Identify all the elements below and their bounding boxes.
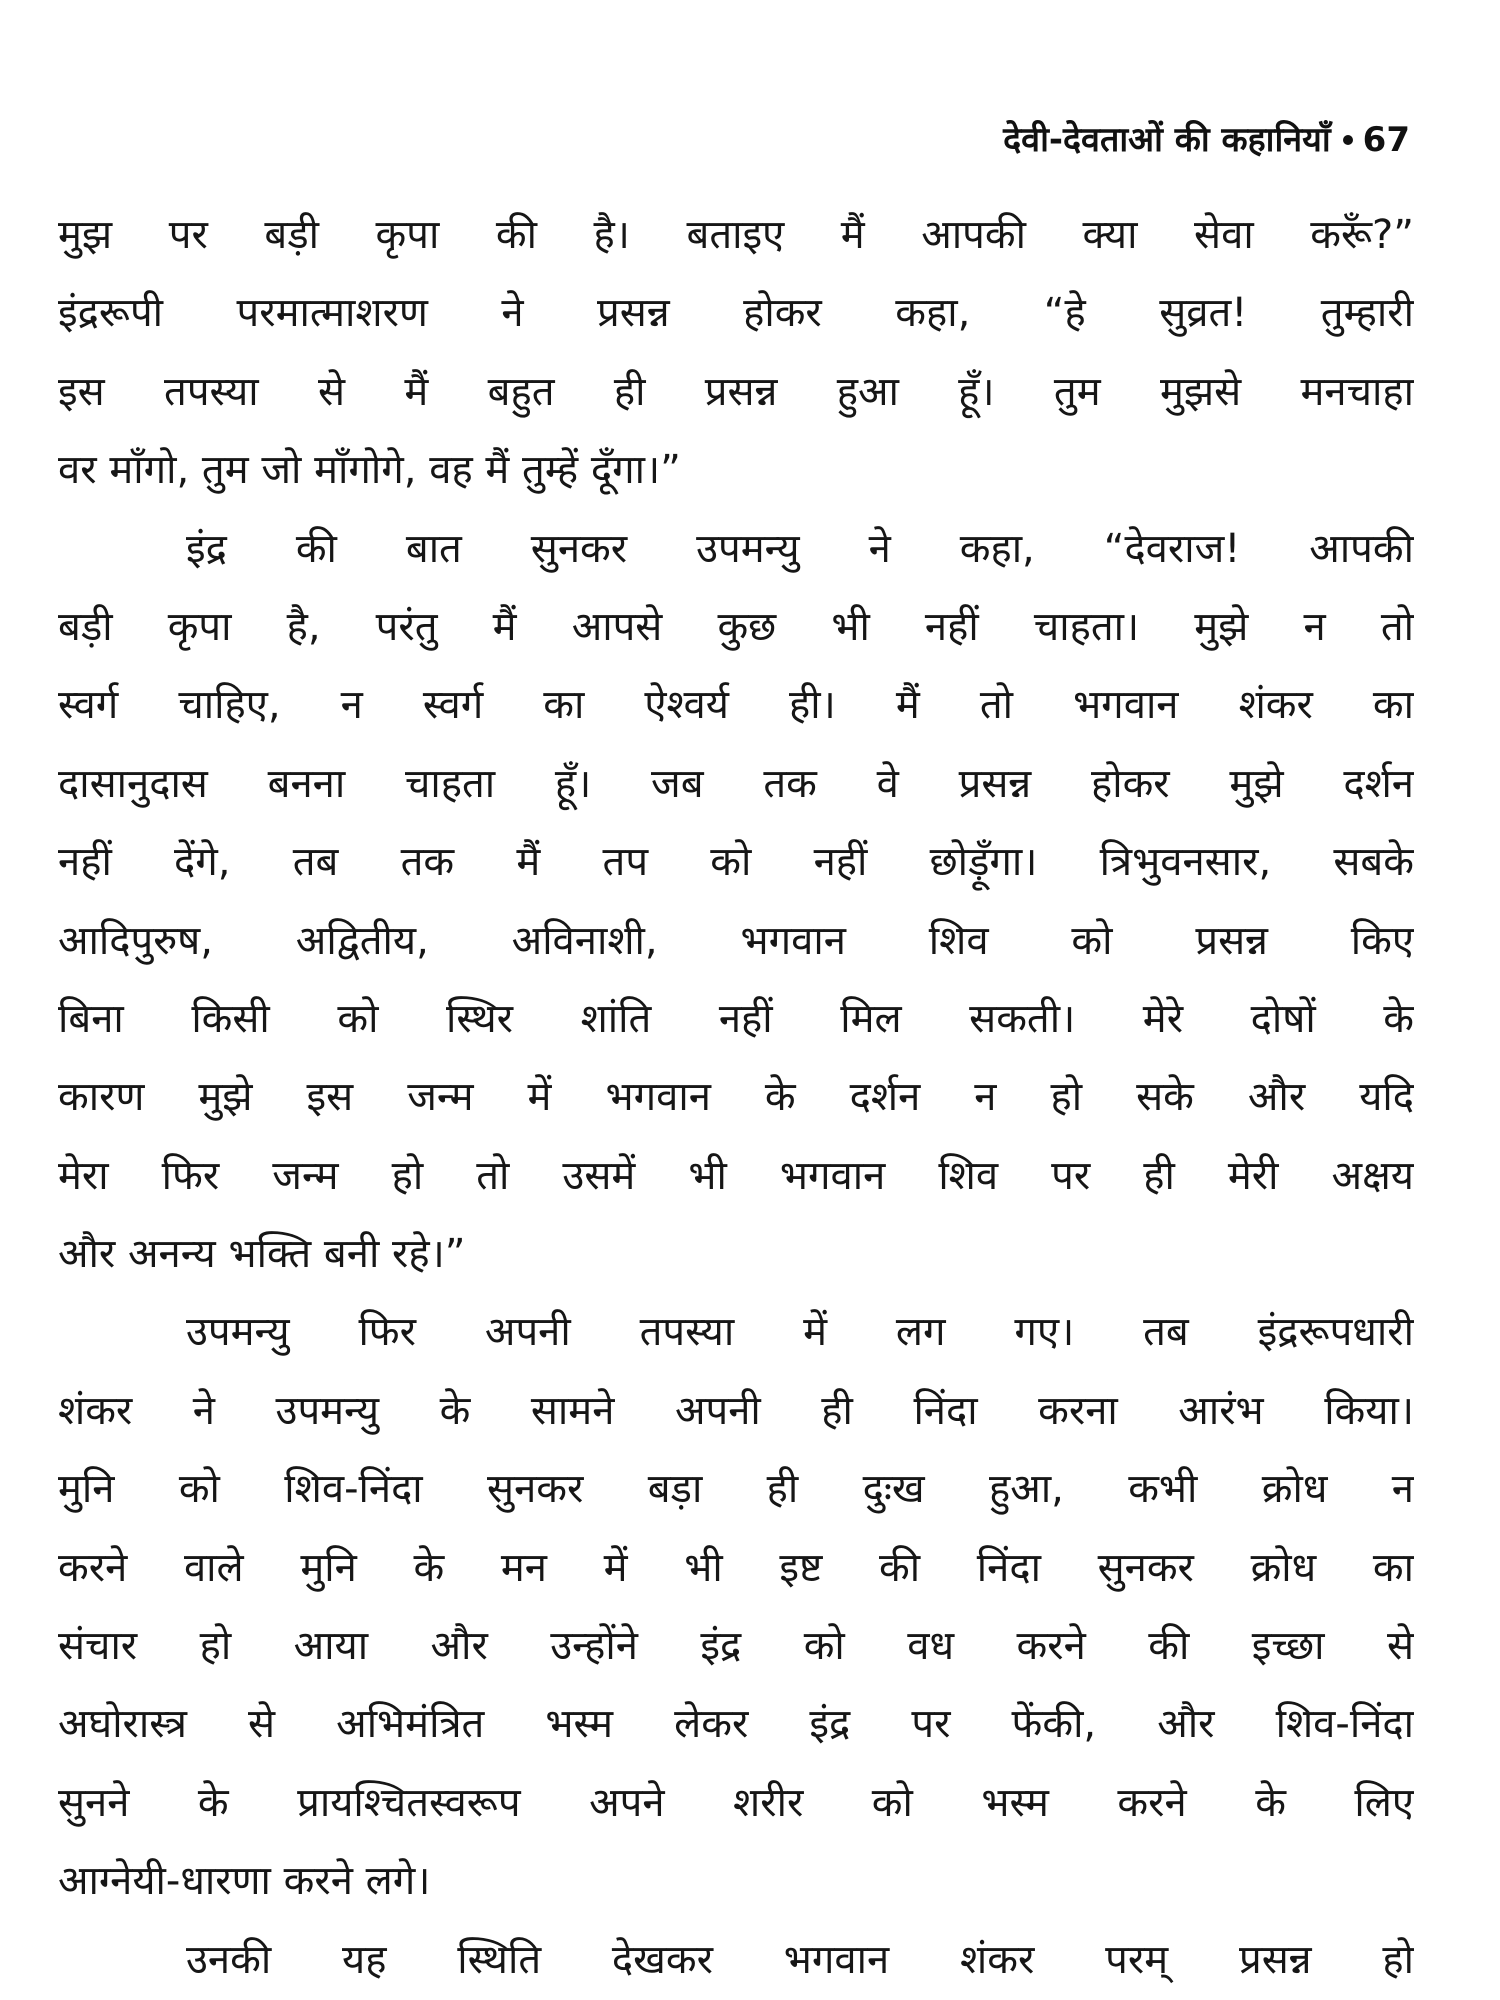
paragraph-start-line: उनकी यह स्थिति देखकर भगवान शंकर परम् प्रसन्न हो xyxy=(186,1936,1414,1983)
text-line: शंकर ने उपमन्यु के सामने अपनी ही निंदा करना आरंभ किया। xyxy=(58,1387,1414,1434)
text-line: मेरा फिर जन्म हो तो उसमें भी भगवान शिव पर ही मेरी अक्षय xyxy=(58,1152,1414,1199)
text-line: सुनने के प्रायश्चितस्वरूप अपने शरीर को भस्म करने के लिए xyxy=(58,1779,1414,1826)
paragraph-start-line: इंद्र की बात सुनकर उपमन्यु ने कहा, “देवराज! आपकी xyxy=(186,525,1414,572)
text-line: दासानुदास बनना चाहता हूँ। जब तक वे प्रसन्न होकर मुझे दर्शन xyxy=(58,760,1414,807)
text-line: इस तपस्या से मैं बहुत ही प्रसन्न हुआ हूँ। तुम मुझसे मनचाहा xyxy=(58,368,1414,415)
text-line: मुझ पर बड़ी कृपा की है। बताइए मैं आपकी क्या सेवा करूँ?” xyxy=(58,212,1414,258)
text-line: वर माँगो, तुम जो माँगोगे, वह मैं तुम्हें दूँगा।” xyxy=(58,447,681,494)
text-line: करने वाले मुनि के मन में भी इष्ट की निंदा सुनकर क्रोध का xyxy=(58,1544,1414,1591)
text-line: अघोरास्त्र से अभिमंत्रित भस्म लेकर इंद्र पर फेंकी, और शिव-निंदा xyxy=(58,1701,1414,1748)
text-line: कारण मुझे इस जन्म में भगवान के दर्शन न हो सके और यदि xyxy=(58,1074,1414,1121)
running-header xyxy=(60,118,1410,162)
text-line: मुनि को शिव-निंदा सुनकर बड़ा ही दुःख हुआ, कभी क्रोध न xyxy=(58,1466,1414,1513)
text-line: स्वर्ग चाहिए, न स्वर्ग का ऐश्वर्य ही। मैं तो भगवान शंकर का xyxy=(58,682,1414,729)
text-line: आग्नेयी-धारणा करने लगे। xyxy=(58,1858,431,1905)
text-line: आदिपुरुष, अद्वितीय, अविनाशी, भगवान शिव को प्रसन्न किए xyxy=(58,917,1414,964)
body-text xyxy=(58,196,1414,1999)
text-line: इंद्ररूपी परमात्माशरण ने प्रसन्न होकर कहा, “हे सुव्रत! तुम्हारी xyxy=(58,290,1414,337)
text-line: और अनन्य भक्ति बनी रहे।” xyxy=(58,1231,466,1278)
text-line: बिना किसी को स्थिर शांति नहीं मिल सकती। मेरे दोषों के xyxy=(58,995,1414,1042)
text-line: बड़ी कृपा है, परंतु मैं आपसे कुछ भी नहीं चाहता। मुझे न तो xyxy=(58,603,1414,650)
text-line: संचार हो आया और उन्होंने इंद्र को वध करने की इच्छा से xyxy=(58,1623,1414,1670)
page-number: 67 xyxy=(1362,120,1410,160)
bullet-separator-icon xyxy=(1343,135,1353,145)
book-title: देवी-देवताओं की कहानियाँ xyxy=(1003,120,1331,160)
text-line: नहीं देंगे, तब तक मैं तप को नहीं छोड़ूँगा। त्रिभुवनसार, सबके xyxy=(58,839,1414,886)
paragraph-start-line: उपमन्यु फिर अपनी तपस्या में लग गए। तब इंद्ररूपधारी xyxy=(186,1309,1414,1356)
